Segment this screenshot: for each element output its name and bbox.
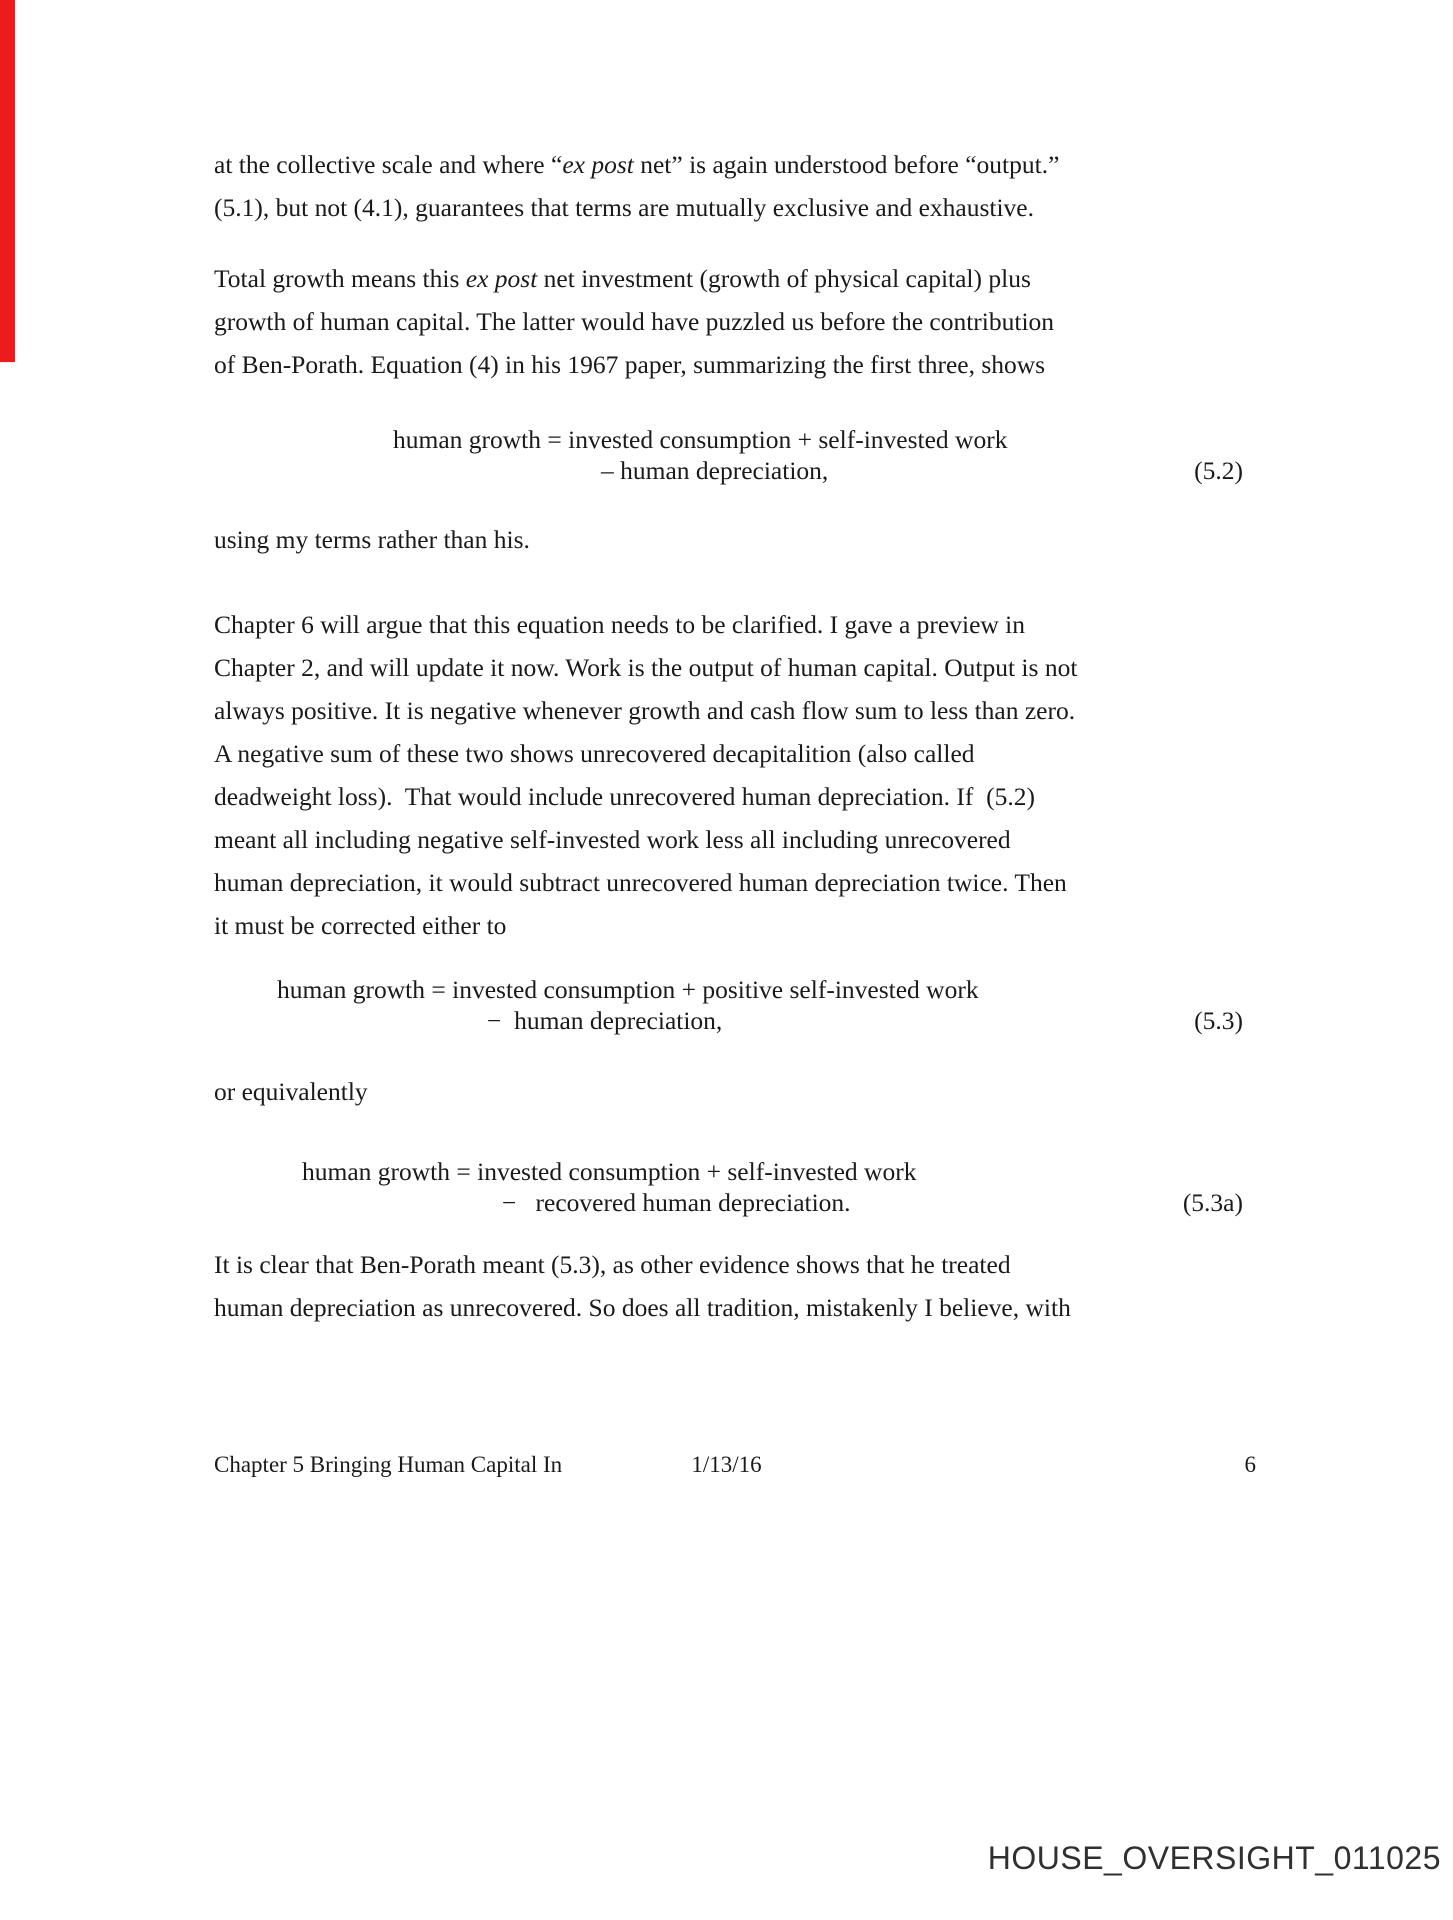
text-run: growth of human capital. The latter would have puzzled us before the contribution — [214, 307, 1055, 336]
footer-chapter-title: Chapter 5 Bringing Human Capital In — [214, 1452, 563, 1477]
footer-page-number: 6 — [1244, 1452, 1256, 1477]
text-run: deadweight loss). That would include unrecovered human depreciation. If (5.2) — [214, 782, 1035, 811]
text-line — [214, 1250, 1011, 1280]
text-run: Total growth means this — [214, 264, 466, 293]
text-run: meant all including negative self-invested work less all including unrecovered — [214, 825, 1011, 854]
page-footer — [0, 1452, 1453, 1486]
text-run: human depreciation, it would subtract unrecovered human depreciation twice. Then — [214, 868, 1067, 897]
text-run: A negative sum of these two shows unrecovered decapitalition (also called — [214, 739, 975, 768]
text-line — [214, 911, 506, 941]
equation-line-1: human growth = invested consumption + self-invested work — [393, 425, 1008, 454]
text-run: Chapter 6 will argue that this equation needs to be clarified. I gave a preview in — [214, 610, 1026, 639]
text-run: net investment (growth of physical capital) plus — [537, 264, 1031, 293]
text-run: (5.1), but not (4.1), guarantees that terms are mutually exclusive and exhaustive. — [214, 193, 1034, 222]
text-run: Chapter 2, and will update it now. Work is the output of human capital. Output is not — [214, 653, 1078, 682]
italic-text: ex post — [562, 150, 634, 179]
italic-text: ex post — [465, 264, 538, 293]
text-line — [214, 193, 1034, 223]
text-line — [214, 868, 1067, 898]
text-run: at the collective scale and where “ — [214, 150, 563, 179]
text-line — [214, 1293, 1071, 1323]
text-line — [214, 150, 1059, 180]
red-margin-bar — [0, 0, 15, 362]
text-line — [214, 653, 1077, 683]
text-run: of Ben-Porath. Equation (4) in his 1967 paper, summarizing the first three, shows — [214, 350, 1046, 379]
text-run: It is clear that Ben-Porath meant (5.3), as other evidence shows that he treated — [214, 1250, 1011, 1279]
equation-line-2: – human depreciation, — [601, 456, 829, 485]
text-run: it must be corrected either to — [214, 911, 507, 940]
text-line — [214, 739, 975, 769]
text-run: using my terms rather than his. — [214, 525, 530, 554]
text-line — [214, 1077, 368, 1107]
bates-stamp: HOUSE_OVERSIGHT_011025 — [987, 1840, 1441, 1876]
equation-line-2: − human depreciation, — [487, 1006, 723, 1035]
text-line — [214, 525, 530, 555]
equation-line-1: human growth = invested consumption + self-invested work — [302, 1157, 917, 1186]
text-run: net” is again understood before “output.” — [633, 150, 1060, 179]
text-line — [214, 264, 1031, 294]
text-line — [214, 782, 1035, 812]
equation-number: (5.3) — [1194, 1006, 1243, 1035]
equation-line-1: human growth = invested consumption + positive self-invested work — [277, 975, 979, 1004]
text-line — [214, 307, 1054, 337]
text-line — [214, 610, 1025, 640]
equation-number: (5.3a) — [1182, 1188, 1243, 1217]
text-run: always positive. It is negative whenever growth and cash flow sum to less than zero. — [214, 696, 1076, 725]
footer-date: 1/13/16 — [691, 1452, 762, 1477]
text-line — [214, 825, 1011, 855]
text-line — [214, 696, 1075, 726]
equation-number: (5.2) — [1194, 456, 1243, 485]
text-run: human depreciation as unrecovered. So does all tradition, mistakenly I believe, with — [214, 1293, 1071, 1322]
equation-line-2: − recovered human depreciation. — [502, 1188, 851, 1217]
text-line — [214, 350, 1045, 380]
text-run: or equivalently — [214, 1077, 368, 1106]
